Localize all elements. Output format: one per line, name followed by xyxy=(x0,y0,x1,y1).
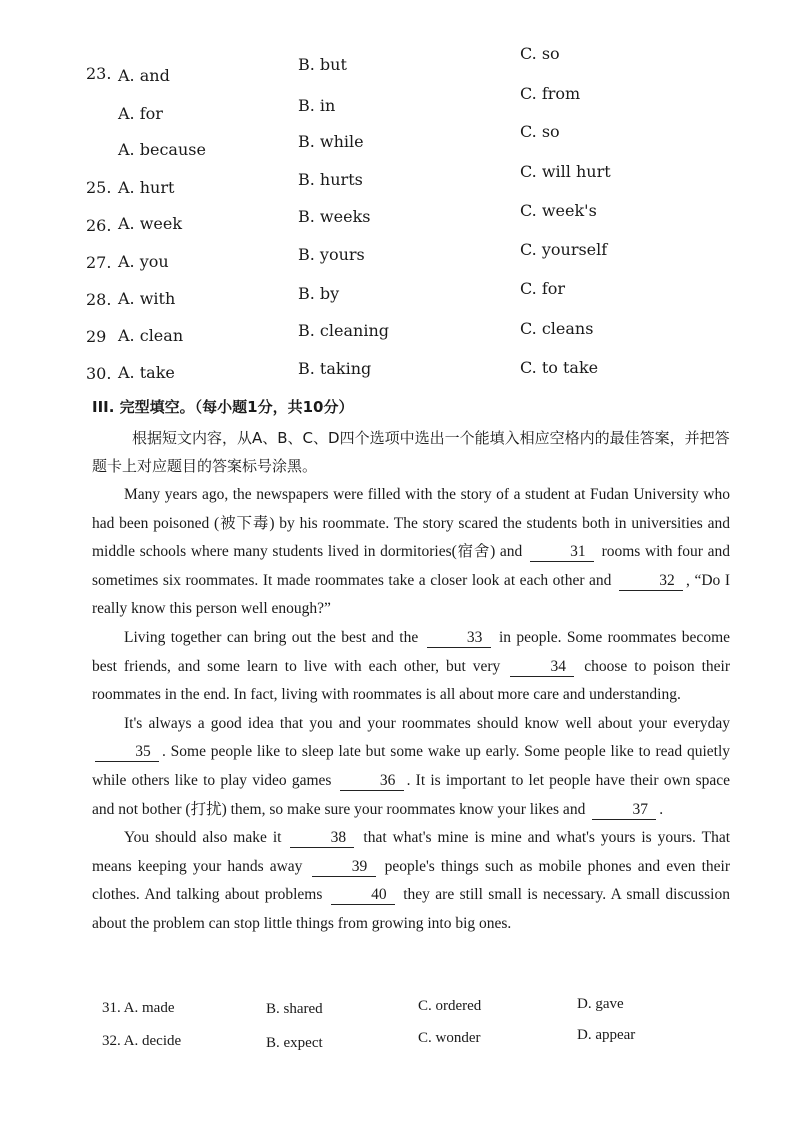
option-b: B. expect xyxy=(266,1035,323,1051)
passage-text: choose to poison their roommates in the end. In fact, living with roommates is all about more care and understanding. xyxy=(92,657,730,704)
option-a: A. take xyxy=(118,363,175,382)
blank-37: 37 xyxy=(592,801,656,820)
blank-34: 34 xyxy=(510,658,574,677)
option-row xyxy=(0,279,794,320)
option-c: C. from xyxy=(520,84,581,103)
cloze-passage xyxy=(92,481,730,939)
option-a: A. you xyxy=(118,252,169,271)
passage-text: in people. Some roommates become best friends, and some learn to live with each other, but very xyxy=(92,628,731,675)
option-b: B. by xyxy=(298,284,340,303)
option-b: B. cleaning xyxy=(298,321,389,340)
question-number: 28. xyxy=(86,290,112,309)
question-number: 23. xyxy=(86,64,112,83)
section-title: III. 完型填空。（每小题1分，共10分） xyxy=(92,398,354,416)
passage-text: You should also make it xyxy=(124,829,282,847)
option-a: A. week xyxy=(118,214,183,233)
passage-text: . xyxy=(659,800,664,818)
passage-text: , “Do I really know this person well enough?” xyxy=(92,571,731,618)
option-row xyxy=(0,240,794,283)
question-number: 30. xyxy=(86,364,112,383)
option-a: A. hurt xyxy=(118,178,175,197)
option-b: B. but xyxy=(298,55,347,74)
paragraph xyxy=(92,481,730,624)
question-number: 29 xyxy=(86,327,107,346)
option-b: B. yours xyxy=(298,245,365,264)
option-a: A. and xyxy=(118,66,170,85)
blank-33: 33 xyxy=(427,629,491,648)
option-row xyxy=(0,319,794,357)
option-b: B. taking xyxy=(298,359,372,378)
paragraph xyxy=(92,710,730,824)
option-c: C. so xyxy=(520,122,560,141)
option-a: 32. A. decide xyxy=(102,1033,182,1049)
option-c: C. yourself xyxy=(520,240,608,259)
blank-32: 32 xyxy=(619,572,683,591)
blank-39: 39 xyxy=(312,858,376,877)
paragraph xyxy=(92,624,730,710)
passage-text: they are still small is necessary. A small discussion about the problem can stop little things from growing into big ones. xyxy=(92,886,730,932)
option-c: C. will hurt xyxy=(520,162,611,181)
question-number: 27. xyxy=(86,253,112,272)
blank-40: 40 xyxy=(331,886,395,905)
passage-text: . Some people like to sleep late but some wake up early. Some people like to read quietly while others like to play video games xyxy=(92,743,730,789)
passage-text: people's things such as mobile phones and even their clothes. And talking about problems xyxy=(92,857,730,904)
option-a: A. because xyxy=(118,140,206,159)
option-a: A. with xyxy=(118,289,176,308)
option-a: 31. A. made xyxy=(102,1000,175,1016)
section-instructions: 根据短文内容，从A、B、C、D四个选项中选出一个能填入相应空格内的最佳答案，并把答题卡上对应题目的答案标号涂黑。 xyxy=(92,429,730,475)
option-c: C. cleans xyxy=(520,319,594,338)
option-c: C. ordered xyxy=(418,998,482,1014)
option-b: B. while xyxy=(298,132,364,151)
option-b: B. shared xyxy=(266,1001,323,1017)
option-c: C. wonder xyxy=(418,1030,481,1046)
option-row xyxy=(0,84,794,132)
blank-31: 31 xyxy=(530,543,594,562)
passage-text: . It is important to let people have their own space and not bother (打扰) them, so make sure your roommates know your likes and xyxy=(92,771,731,818)
option-d: D. gave xyxy=(577,996,624,1012)
option-row xyxy=(0,122,794,170)
blank-36: 36 xyxy=(340,772,404,791)
passage-text: It's always a good idea that you and your roommates should know well about your everyday xyxy=(124,714,730,732)
option-row xyxy=(0,201,794,246)
option-row xyxy=(0,358,794,394)
option-b: B. in xyxy=(298,96,336,115)
option-c: C. so xyxy=(520,44,560,63)
passage-text: Living together can bring out the best and the xyxy=(124,628,419,646)
option-c: C. to take xyxy=(520,358,599,377)
question-number: 26. xyxy=(86,216,112,235)
option-a: A. for xyxy=(118,104,163,123)
option-c: C. for xyxy=(520,279,566,298)
blank-38: 38 xyxy=(290,829,354,848)
option-row xyxy=(0,44,794,94)
question-number: 25. xyxy=(86,178,112,197)
option-c: C. week's xyxy=(520,201,597,220)
option-row xyxy=(0,162,794,208)
blank-35: 35 xyxy=(95,743,159,762)
option-d: D. appear xyxy=(577,1027,636,1043)
option-b: B. hurts xyxy=(298,170,363,189)
paragraph xyxy=(92,824,730,938)
passage-text: rooms with four and sometimes six roommates. It made roommates take a closer look at each other and xyxy=(92,543,730,589)
passage-text: that what's mine is mine and what's yours is yours. That means keeping your hands away xyxy=(92,829,731,875)
passage-text: Many years ago, the newspapers were filled with the story of a student at Fudan University who had been poisoned (被下毒) by his roommate. The story scared the students both in universities and middle schools where many students lived in dormitories(宿舍) and xyxy=(92,486,730,561)
option-a: A. clean xyxy=(118,326,184,345)
option-b: B. weeks xyxy=(298,207,371,226)
